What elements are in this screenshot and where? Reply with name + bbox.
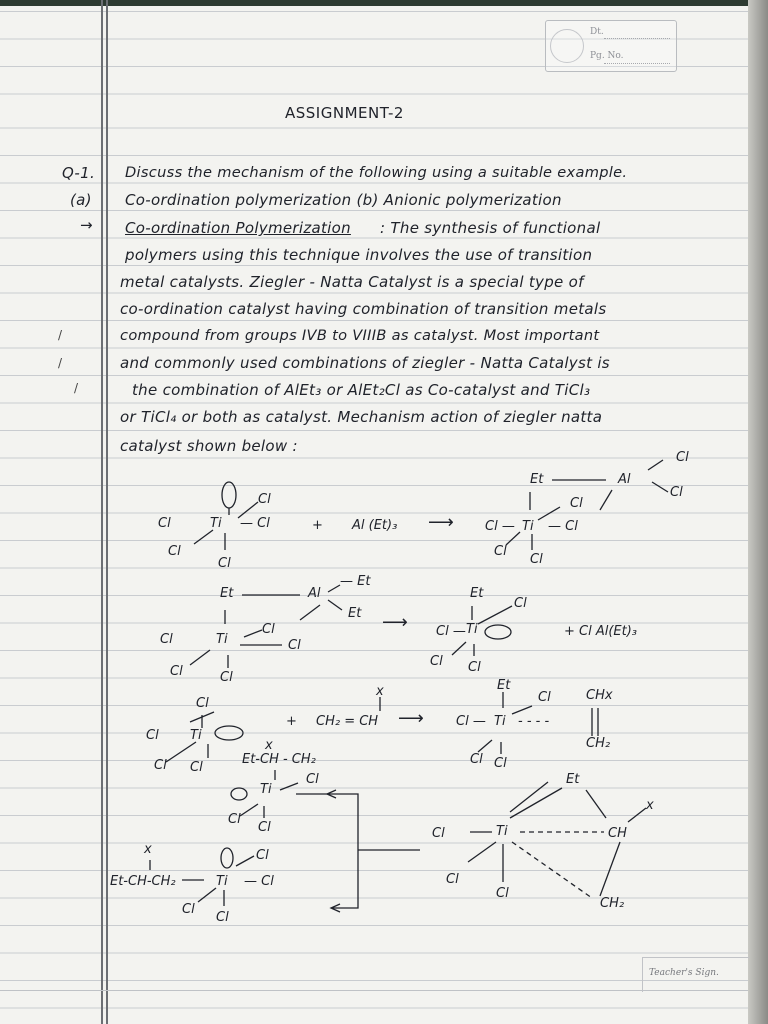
r1-reagent: Al (Et)₃ <box>352 518 398 533</box>
r3-product-dashes: - - - - <box>518 714 550 729</box>
r2-ti: Ti <box>216 632 228 647</box>
question-number: Q-1. <box>62 164 96 182</box>
seal-icon <box>550 29 584 63</box>
ts-et: Et <box>566 772 580 787</box>
r1-product-left: Cl — <box>485 519 515 534</box>
r5-ti: Ti <box>216 874 228 889</box>
r4-lower-left-cl: Cl <box>228 812 241 827</box>
r3-product-et: Et <box>497 678 511 693</box>
question-line-2: Co-ordination polymerization (b) Anionic polymerization <box>125 191 562 209</box>
r1-product-bottom-cl: Cl <box>530 552 543 567</box>
question-line-1: Discuss the mechanism of the following using a suitable example. <box>125 164 628 181</box>
answer-line-6: and commonly used combinations of ziegler - Natta Catalyst is <box>120 354 610 372</box>
r1-product-al: Al <box>618 472 631 487</box>
r2-product-upper-cl: Cl <box>514 596 527 611</box>
r3-monomer-sub: x <box>376 684 384 699</box>
r3-arrow: ⟶ <box>398 708 424 729</box>
r1-ticl4-bottom-cl: Cl <box>218 556 231 571</box>
page-number-label: Pg. No. <box>590 51 624 61</box>
ts-x: x <box>646 798 654 813</box>
r3-product-ti: Ti <box>494 714 506 729</box>
answer-line-7: the combination of AlEt₃ or AlEt₂Cl as Co-catalyst and TiCl₃ <box>132 381 591 399</box>
assignment-title: ASSIGNMENT-2 <box>285 104 404 122</box>
teacher-sign-label: Teacher's Sign. <box>649 968 719 978</box>
r2-product-et: Et <box>470 586 484 601</box>
r1-product-upper-cl: Cl <box>570 496 583 511</box>
r5-right-cl: — Cl <box>244 874 274 889</box>
margin-tick-1: / <box>58 328 63 342</box>
r1-ticl4-right-cl: — Cl <box>240 516 270 531</box>
r2-et-upper: — Et <box>340 574 371 589</box>
answer-line-8: or TiCl₄ or both as catalyst. Mechanism action of ziegler natta <box>120 408 603 426</box>
r4-bottom-cl: Cl <box>258 820 271 835</box>
ts-ch2: CH₂ <box>600 896 625 911</box>
answer-arrow: → <box>80 216 93 234</box>
answer-line-4: co-ordination catalyst having combination of transition metals <box>120 300 607 318</box>
r3-product-upper-cl: Cl <box>538 690 551 705</box>
r2-product-left: Cl — <box>436 624 466 639</box>
ts-ch: CH <box>608 826 627 841</box>
r2-et-lower: Et <box>348 606 362 621</box>
answer-line-9: catalyst shown below : <box>120 437 298 455</box>
r2-product-lower-left-cl: Cl <box>430 654 443 669</box>
answer-line-5: compound from groups IVB to VIIIB as catalyst. Most important <box>120 327 600 344</box>
r3-top-cl: Cl <box>196 696 209 711</box>
r5-upper-cl: Cl <box>256 848 269 863</box>
r2-byproduct: + Cl Al(Et)₃ <box>564 624 638 639</box>
ts-ti: Ti <box>496 824 508 839</box>
date-label: Dt. <box>590 27 604 37</box>
r2-arrow: ⟶ <box>382 612 408 633</box>
ts-cl-bottom: Cl <box>496 886 509 901</box>
r4-right-cl: Cl <box>306 772 319 787</box>
margin-line-left <box>101 0 103 1024</box>
r1-ticl4-left-cl: Cl <box>158 516 171 531</box>
page-number-rule <box>604 63 670 64</box>
page-right-edge <box>748 0 768 1024</box>
teacher-sign-box <box>642 957 749 992</box>
r3-bottom-cl: Cl <box>190 760 203 775</box>
r5-x: x <box>144 842 152 857</box>
r4-chain: Et-CH - CH₂ <box>242 752 316 767</box>
ts-cl-lower-left: Cl <box>446 872 459 887</box>
r3-plus: + <box>286 714 297 729</box>
r3-product-left: Cl — <box>456 714 486 729</box>
r5-chain: Et-CH-CH₂ <box>110 874 176 889</box>
r5-lower-left-cl: Cl <box>182 902 195 917</box>
margin-line-right <box>106 0 108 1024</box>
r4-ti: Ti <box>260 782 272 797</box>
r1-product-et: Et <box>530 472 544 487</box>
r1-ticl4-ti: Ti <box>210 516 222 531</box>
r2-al: Al <box>308 586 321 601</box>
r1-product-ti: Ti <box>522 519 534 534</box>
r3-pi-bottom: CH₂ <box>586 736 611 751</box>
r5-bottom-cl: Cl <box>216 910 229 925</box>
date-page-box <box>545 20 677 72</box>
date-rule <box>604 38 670 39</box>
r1-ticl4-upper-cl: Cl <box>258 492 271 507</box>
r2-left-cl: Cl <box>160 632 173 647</box>
r3-lower-left-cl: Cl <box>154 758 167 773</box>
answer-heading: Co-ordination Polymerization <box>125 219 351 237</box>
ts-cl-left: Cl <box>432 826 445 841</box>
answer-line-3: metal catalysts. Ziegler - Natta Catalyst is a special type of <box>120 273 584 291</box>
r3-ti: Ti <box>190 728 202 743</box>
r2-et: Et <box>220 586 234 601</box>
r2-right-cl: Cl <box>262 622 275 637</box>
r1-product-right: — Cl <box>548 519 578 534</box>
page-bottom-rule <box>0 990 748 991</box>
r1-product-lower-left-cl: Cl <box>494 544 507 559</box>
r1-plus: + <box>312 518 323 533</box>
r1-product-al-cl1: Cl <box>676 450 689 465</box>
page-top-edge <box>0 0 768 6</box>
margin-tick-3: / <box>74 381 79 395</box>
r2-lower-left-cl: Cl <box>170 664 183 679</box>
answer-line-2: polymers using this technique involves the use of transition <box>125 246 593 264</box>
r2-bottom-cl: Cl <box>220 670 233 685</box>
r3-monomer: CH₂ = CH <box>316 714 379 729</box>
r4-chain-sub: x <box>265 738 273 753</box>
r2-product-ti: Ti <box>466 622 478 637</box>
r1-product-al-cl2: Cl <box>670 485 683 500</box>
answer-line-1: : The synthesis of functional <box>380 219 601 237</box>
r3-left-cl: Cl <box>146 728 159 743</box>
margin-tick-2: / <box>58 356 63 370</box>
r3-product-bottom-cl: Cl <box>494 756 507 771</box>
r1-ticl4-lower-left-cl: Cl <box>168 544 181 559</box>
r1-arrow: ⟶ <box>428 512 454 533</box>
r2-cl-to-al: Cl <box>288 638 301 653</box>
part-label: (a) <box>70 191 92 209</box>
r3-product-lower-left-cl: Cl <box>470 752 483 767</box>
r2-product-bottom-cl: Cl <box>468 660 481 675</box>
r3-pi-top: CHx <box>586 688 613 703</box>
